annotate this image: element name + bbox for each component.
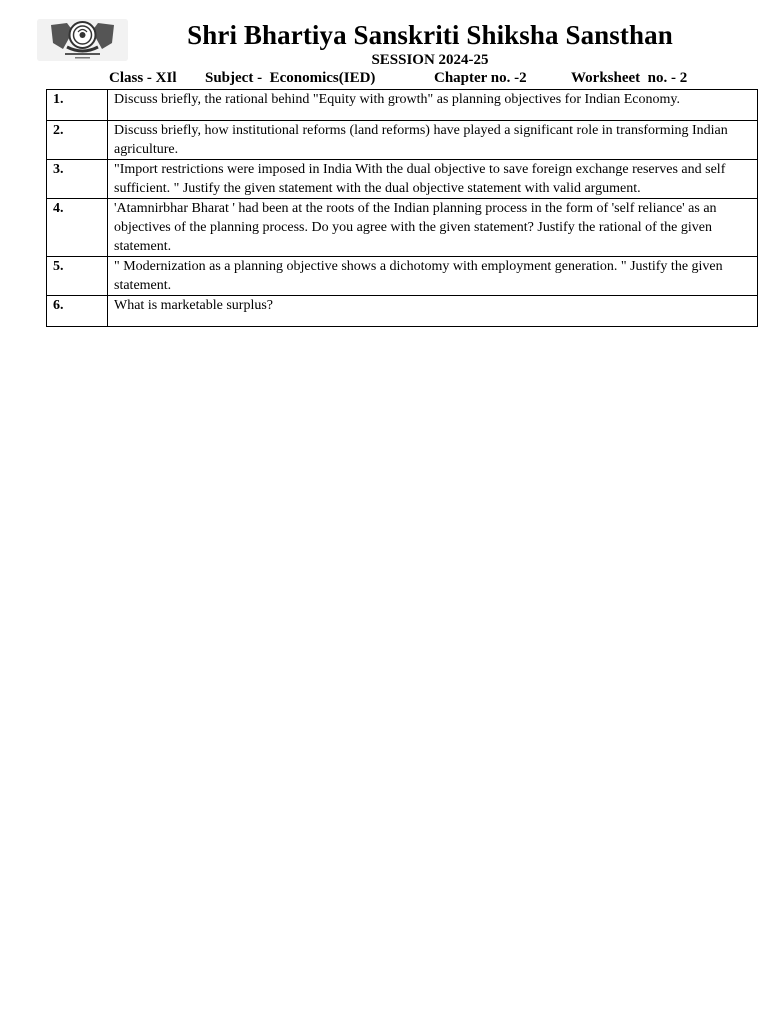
worksheet-number-label: Worksheet no. - 2	[571, 70, 688, 86]
worksheet-meta-line	[0, 70, 768, 89]
class-label: Class - XIl	[109, 70, 177, 86]
question-number: 5.	[47, 257, 108, 296]
question-text: "Import restrictions were imposed in India With the dual objective to save foreign exchange reserves and self sufficient. " Justify the given statement with the dual objective statement with valid argument.	[108, 160, 758, 199]
question-row	[47, 257, 758, 296]
question-row	[47, 90, 758, 121]
question-text: 'Atamnirbhar Bharat ' had been at the roots of the Indian planning process in the form of 'self reliance' as an objectives of the planning process. Do you agree with the given statement? Justify the rational of the given statement.	[108, 199, 758, 257]
questions-table	[46, 89, 758, 327]
question-row	[47, 121, 758, 160]
question-number: 1.	[47, 90, 108, 121]
question-row	[47, 199, 758, 257]
question-text: Discuss briefly, how institutional reforms (land reforms) have played a significant role in transforming Indian agriculture.	[108, 121, 758, 160]
chapter-label: Chapter no. -2	[434, 70, 527, 86]
question-text: What is marketable surplus?	[108, 296, 758, 327]
subject-label: Subject - Economics(IED)	[205, 70, 376, 86]
question-text: Discuss briefly, the rational behind "Equity with growth" as planning objectives for Indian Economy.	[108, 90, 758, 121]
question-text: " Modernization as a planning objective shows a dichotomy with employment generation. " Justify the given statement.	[108, 257, 758, 296]
session-label: SESSION 2024-25	[371, 52, 489, 68]
question-number: 6.	[47, 296, 108, 327]
question-number: 2.	[47, 121, 108, 160]
question-row	[47, 160, 758, 199]
question-number: 3.	[47, 160, 108, 199]
question-number: 4.	[47, 199, 108, 257]
school-name: Shri Bhartiya Sanskriti Shiksha Sansthan	[187, 20, 673, 50]
question-row	[47, 296, 758, 327]
